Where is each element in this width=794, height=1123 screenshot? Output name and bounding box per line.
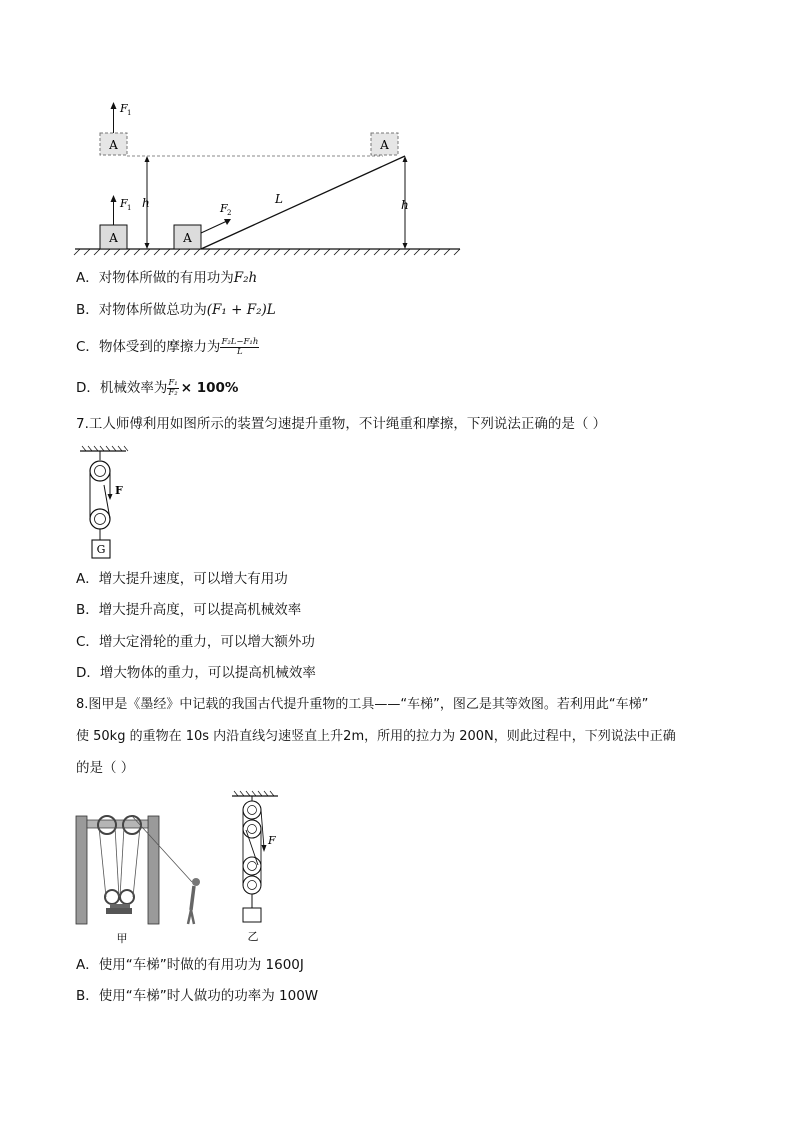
fraction <box>220 338 259 357</box>
bottom-pulley-left <box>105 890 119 904</box>
incline-diagram <box>70 95 470 260</box>
left-post <box>76 816 87 924</box>
arrowhead-icon <box>262 845 267 852</box>
option-tail: × 100% <box>180 380 239 396</box>
block-a-label: A <box>109 231 118 245</box>
f1-label-bottom: F <box>120 197 128 210</box>
fraction <box>167 379 178 398</box>
movable-pulley-bottom <box>243 876 261 894</box>
weight-box <box>243 908 261 922</box>
block-a-label: A <box>109 138 118 152</box>
q7-option-c <box>76 632 315 652</box>
h-label-right: h <box>401 198 409 212</box>
figure-label-jia: 甲 <box>116 932 128 945</box>
fraction-numerator: F₂L−F₁h <box>221 336 259 347</box>
option-letter: D． <box>76 380 100 396</box>
option-text: 增大定滑轮的重力，可以增大额外功 <box>98 634 315 650</box>
movable-pulley-top <box>243 857 261 875</box>
option-letter: D． <box>76 665 100 681</box>
arrowhead-icon <box>111 102 117 109</box>
cheti-figure-yi <box>226 790 286 946</box>
option-math: F₂h <box>233 270 258 286</box>
figure-label-yi: 乙 <box>247 930 259 943</box>
f1-label-top: F <box>120 102 128 115</box>
q6-option-c <box>76 337 259 357</box>
ceiling-hatch <box>82 446 128 451</box>
option-letter: B． <box>76 988 99 1004</box>
option-text: 机械效率为 <box>99 380 168 396</box>
f2-label: F <box>220 202 228 215</box>
option-text: 使用“车梯”时人做功的功率为 100W <box>98 988 319 1004</box>
option-math: (F₁ + F₂)L <box>206 302 276 318</box>
fraction-denominator: L <box>237 346 243 357</box>
q7-option-a <box>76 569 288 589</box>
force-label: F <box>115 484 123 497</box>
incline-slope <box>201 156 405 249</box>
arrowhead-icon <box>145 243 150 249</box>
f1-subscript-bottom: 1 <box>127 204 132 212</box>
q7-option-b <box>76 600 301 620</box>
option-text: 使用“车梯”时做的有用功为 1600J <box>98 957 304 973</box>
option-letter: C． <box>76 339 99 355</box>
q6-option-d <box>76 378 238 398</box>
option-text: 物体受到的摩擦力为 <box>98 339 221 355</box>
pulley-diagram <box>74 445 134 563</box>
force-label: F <box>268 834 276 847</box>
q6-option-b <box>76 300 276 320</box>
arrowhead-icon <box>108 494 113 500</box>
movable-pulley <box>90 509 110 529</box>
q6-option-a <box>76 268 257 288</box>
fraction-numerator: F₁ <box>168 377 178 388</box>
option-text: 对物体所做总功为 <box>98 302 207 318</box>
option-text: 增大提升速度，可以增大有用功 <box>98 571 288 587</box>
q8-option-b <box>76 986 318 1006</box>
f2-subscript: 2 <box>227 209 232 217</box>
arrowhead-icon <box>111 195 117 202</box>
h-label-left: h <box>142 196 150 210</box>
option-text: 增大提升高度，可以提高机械效率 <box>98 602 302 618</box>
fraction-denominator: F₂ <box>168 387 178 398</box>
fixed-pulley-top <box>243 801 261 819</box>
cheti-figure-jia <box>72 800 212 948</box>
ceiling-hatch <box>234 791 274 796</box>
person-head <box>192 878 200 886</box>
fixed-pulley-bottom <box>243 820 261 838</box>
weight-label: G <box>96 543 106 556</box>
f1-subscript-top: 1 <box>127 109 132 117</box>
option-letter: A． <box>76 270 99 286</box>
l-label: L <box>275 192 283 206</box>
block-a-label: A <box>380 138 389 152</box>
option-letter: A． <box>76 571 99 587</box>
q7-stem: 7.工人师傅利用如图所示的装置匀速提升重物，不计绳重和摩擦，下列说法正确的是（ ） <box>76 416 607 432</box>
arrowhead-icon <box>145 156 150 162</box>
option-letter: A． <box>76 957 99 973</box>
option-text: 增大物体的重力，可以提高机械效率 <box>99 665 316 681</box>
q7-option-d <box>76 663 316 683</box>
option-letter: B． <box>76 602 99 618</box>
right-post <box>148 816 159 924</box>
q8-stem-line1: 8.图甲是《墨经》中记载的我国古代提升重物的工具——“车梯”，图乙是其等效图。若利用此“车梯” <box>76 697 649 712</box>
load-block <box>106 908 132 914</box>
bottom-pulley-right <box>120 890 134 904</box>
f2-arrow <box>201 221 227 233</box>
load-hanger <box>110 904 130 908</box>
fixed-pulley <box>90 461 110 481</box>
option-letter: C． <box>76 634 99 650</box>
arrowhead-icon <box>403 243 408 249</box>
q8-stem-line3: 的是（ ） <box>76 760 135 776</box>
person-body <box>191 886 194 910</box>
option-text: 对物体所做的有用功为 <box>98 270 234 286</box>
ground-hatch <box>74 249 460 255</box>
block-a-label: A <box>183 231 192 245</box>
q8-stem-line2: 使 50kg 的重物在 10s 内沿直线匀速竖直上升2m，所用的拉力为 200N，则此过程中，下列说法中正确 <box>76 729 676 744</box>
person-leg <box>191 910 194 924</box>
option-letter: B． <box>76 302 99 318</box>
q8-option-a <box>76 955 304 975</box>
